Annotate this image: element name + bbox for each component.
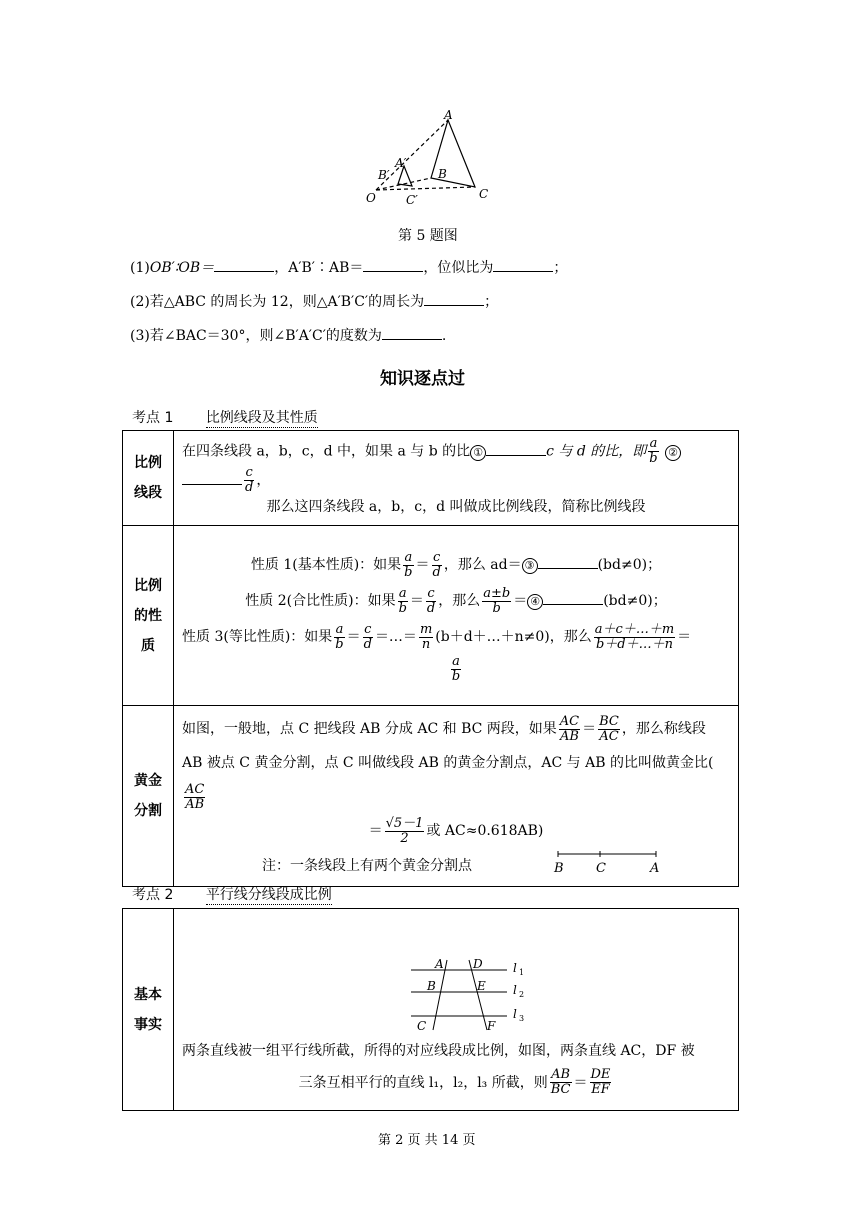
question-3: (3)若∠BAC＝30°，则∠B′A′C′的度数为 . <box>130 328 447 344</box>
fig5-label-b1: B′ <box>378 168 390 182</box>
question-1: (1)OB′∶OB＝ ，A′B′∶AB＝ ，位似比为 ； <box>130 260 568 276</box>
section-title: 知识逐点过 <box>380 369 465 389</box>
svg-text:A: A <box>650 861 660 876</box>
svg-text:C: C <box>417 1018 427 1033</box>
svg-text:l: l <box>513 960 517 975</box>
golden-segment-figure <box>552 848 662 878</box>
svg-text:l: l <box>513 982 517 997</box>
svg-text:B: B <box>427 978 436 993</box>
row-label-basic-fact: 基本 事实 <box>123 909 174 1111</box>
fig5-label-b: B <box>438 167 447 181</box>
answer-blank[interactable] <box>363 259 423 272</box>
answer-blank[interactable] <box>214 259 274 272</box>
kp2-heading: 考点 2 平行线分线段成比例 <box>132 887 332 903</box>
figure-5-caption: 第 5 题图 <box>398 228 458 244</box>
kp1-table <box>122 430 739 887</box>
fig5-label-a1: A′ <box>395 156 407 170</box>
svg-text:3: 3 <box>519 1013 525 1023</box>
fig5-label-c: C <box>479 187 489 201</box>
answer-blank[interactable] <box>493 259 553 272</box>
svg-text:E: E <box>477 978 486 993</box>
kp2-table <box>122 908 739 1111</box>
svg-text:B: B <box>554 861 564 876</box>
row-label-properties: 比例 的性 质 <box>123 526 174 706</box>
row-content-proportional-segments: 在四条线段 a，b，c，d 中，如果 a 与 b 的比 ① c 与 d 的比，即 $\frac{a}{b}$ ② $\frac{c}{d}$ ， 那么这四条线段 a，b，c，d 叫做成比例线段，简称比例线段 <box>174 431 739 526</box>
figure-5-homothety <box>360 105 500 205</box>
svg-text:2: 2 <box>519 989 525 999</box>
parallel-lines-figure <box>407 950 557 1035</box>
fig5-label-c1: C′ <box>406 193 418 205</box>
kp1-heading: 考点 1 比例线段及其性质 <box>132 410 318 426</box>
svg-text:D: D <box>473 956 483 971</box>
svg-text:F: F <box>487 1018 496 1033</box>
question-2: (2)若△ABC 的周长为 12，则△A′B′C′的周长为 ； <box>130 294 499 310</box>
fig5-label-a: A <box>444 108 453 122</box>
svg-text:C: C <box>596 861 606 876</box>
row-label-golden-section: 黄金 分割 <box>123 706 174 887</box>
svg-text:A: A <box>435 956 444 971</box>
row-content-basic-fact: A D B E C F l 1 l 2 l 3 两条直线被一组平行线所截，所得的对应线段成比例，如图，两条直线 AC，DF 被 三条互相平行的直线 l₁，l₂，l₃ 所截，则 $\frac{AB}{BC}$ ＝ $\frac{DE}{EF}$ <box>174 909 739 1111</box>
row-content-properties: 性质 1(基本性质)：如果 $\frac{a}{b}$ ＝ $\frac{c}{d}$ ，那么 ad＝ ③ (bd≠0)； 性质 2(合比性质)：如果 $\frac{a}{b}$ ＝ $\frac{c}{d}$ ，那么 $\frac{a\pm b}{b}$ ＝ ④ (bd≠0)； 性质 3(等比性质)：如果 $\frac{a}{b}$ ＝ $\frac{c}{d}$ ＝…＝ $\frac{m}{n}$ (b＋d＋…＋n≠0)，那么 $\frac{a+c+\dots+m}{b+d+\dots+n}$ ＝ $\frac{a}{b}$ <box>174 526 739 706</box>
row-label-proportional-segments: 比例 线段 <box>123 431 174 526</box>
answer-blank[interactable] <box>424 293 484 306</box>
page-footer: 第 2 页 共 14 页 <box>378 1133 476 1148</box>
answer-blank[interactable] <box>382 327 442 340</box>
svg-text:1: 1 <box>519 967 525 977</box>
row-content-golden-section: 如图，一般地，点 C 把线段 AB 分成 AC 和 BC 两段，如果 $\frac{AC}{AB}$ ＝ $\frac{BC}{AC}$ ，那么称线段 AB 被点 C 黄金分割，点 C 叫做线段 AB 的黄金分割点，AC 与 AB 的比叫做黄金比( $\frac{AC}{AB}$ ＝ $\frac{√5-1}{2}$ 或 AC≈0.618AB) 注：一条线段上有两个黄金分割点 B C A <box>174 706 739 887</box>
svg-text:l: l <box>513 1006 517 1021</box>
fig5-label-o: O <box>366 191 376 205</box>
